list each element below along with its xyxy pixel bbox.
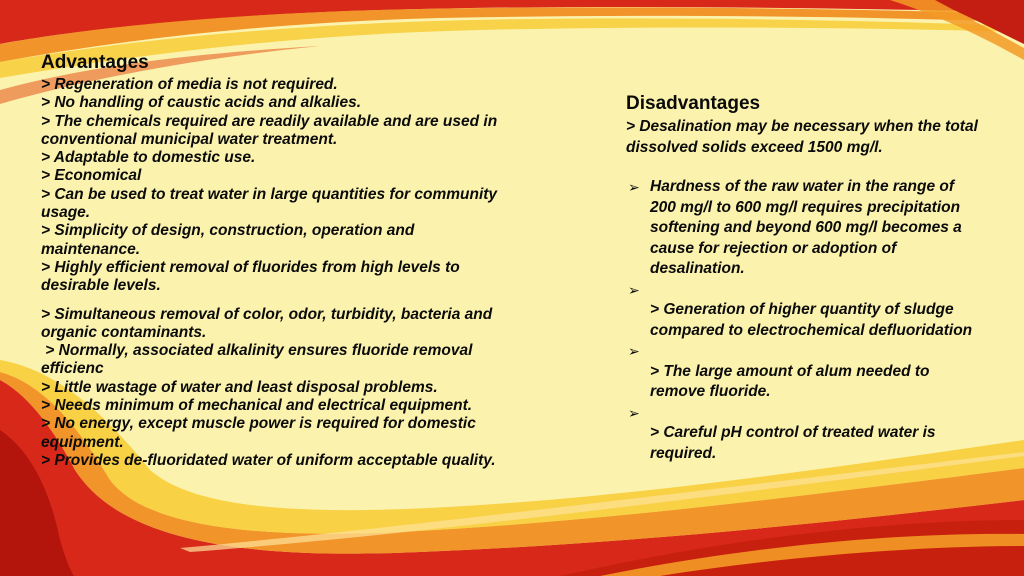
disadvantages-intro [626, 117, 1018, 158]
disadvantage-bullet-sludge [626, 280, 1018, 342]
disadvantage-line: 200 mg/l to 600 mg/l requires precipitation [650, 198, 961, 216]
advantages-line: > Little wastage of water and least disposal problems. [41, 378, 438, 396]
advantages-line: > Highly efficient removal of fluorides from high levels to [41, 258, 460, 276]
disadvantages-section [626, 93, 1018, 464]
disadvantage-line: Hardness of the raw water in the range of [650, 178, 955, 195]
advantages-line: > Normally, associated alkalinity ensures fluoride removal [41, 342, 473, 360]
advantages-line: > Simplicity of design, construction, operation and [41, 222, 415, 240]
advantages-line: > No energy, except muscle power is required for domestic [41, 415, 476, 433]
advantages-list-part-2 [41, 306, 561, 471]
advantages-line: > Regeneration of media is not required. [41, 76, 338, 93]
advantages-line: efficienc [41, 360, 104, 378]
advantages-line: desirable levels. [41, 277, 161, 295]
advantages-line: > No handling of caustic acids and alkalies. [41, 94, 361, 112]
advantages-section [41, 52, 561, 470]
disadvantages-intro-line: dissolved solids exceed 1500 mg/l. [626, 138, 883, 156]
disadvantage-bullet-alum [626, 341, 1018, 403]
disadvantage-line: required. [650, 444, 717, 462]
arrow-bullet-icon: ➢ [628, 179, 640, 195]
advantages-line: organic contaminants. [41, 323, 207, 341]
advantages-line: usage. [41, 204, 91, 222]
disadvantage-bullet-ph [626, 403, 1018, 465]
disadvantage-bullet-hardness [626, 177, 1018, 280]
arrow-bullet-icon: ➢ [628, 404, 640, 421]
disadvantage-line: > Careful pH control of treated water is [650, 424, 936, 441]
disadvantage-line: > Generation of higher quantity of sludge [650, 301, 954, 318]
advantages-line: > Simultaneous removal of color, odor, turbidity, bacteria and [41, 305, 493, 323]
disadvantage-line: desalination. [650, 260, 745, 277]
arrow-bullet-icon: ➢ [628, 281, 640, 298]
advantages-heading: Advantages [41, 52, 149, 73]
advantages-line: > Needs minimum of mechanical and electrical equipment. [41, 397, 473, 415]
disadvantage-line: > The large amount of alum needed to [650, 362, 930, 380]
disadvantage-line: softening and beyond 600 mg/l becomes a [650, 219, 962, 236]
advantages-line: > Can be used to treat water in large quantities for community [41, 185, 498, 203]
advantages-line: > Provides de-fluoridated water of uniform acceptable quality. [41, 451, 496, 469]
advantages-line: > Adaptable to domestic use. [41, 149, 256, 167]
advantages-line: > Economical [41, 167, 142, 185]
arrow-bullet-icon: ➢ [628, 343, 640, 359]
disadvantages-heading: Disadvantages [626, 93, 761, 114]
disadvantage-line: remove fluoride. [650, 383, 771, 400]
disadvantage-line: compared to electrochemical defluoridation [650, 321, 973, 339]
advantages-line: maintenance. [41, 240, 141, 258]
advantages-line: equipment. [41, 433, 124, 451]
advantages-line: > The chemicals required are readily available and are used in [41, 112, 498, 130]
disadvantages-intro-line: > Desalination may be necessary when the total [626, 118, 978, 135]
advantages-line: conventional municipal water treatment. [41, 130, 338, 148]
disadvantage-line: cause for rejection or adoption of [650, 239, 897, 257]
advantages-list-part-1 [41, 76, 561, 296]
